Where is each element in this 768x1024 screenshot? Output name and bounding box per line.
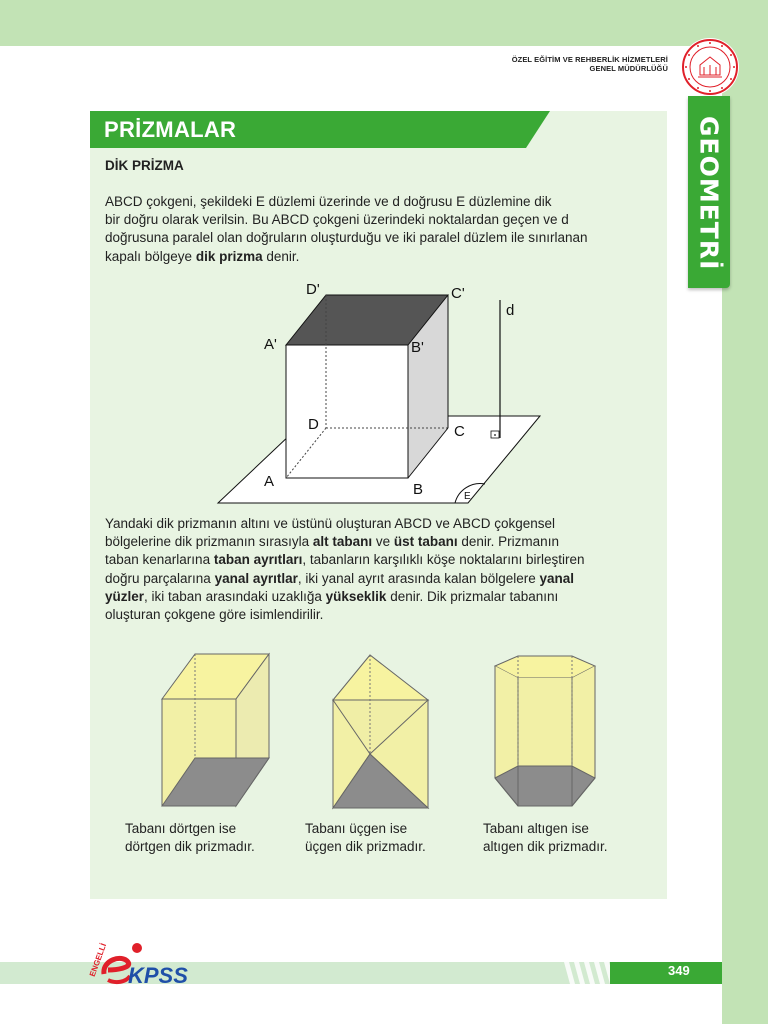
caption-hexagonal: Tabanı altıgen ise altıgen dik prizmadır. [483, 821, 608, 854]
intro-line-3: doğrusuna paralel olan doğruların oluşturduğu ve iki paralel düzlem ile sınırlanan [105, 230, 588, 246]
intro-line-2: bir doğru olarak verilsin. Bu ABCD çokgeni üzerindeki noktalardan geçen ve d [105, 212, 569, 228]
page-number-pill [610, 962, 722, 984]
triangular-prism-figure [328, 650, 436, 810]
org-line-2: GENEL MÜDÜRLÜĞÜ [589, 64, 668, 73]
description-paragraph [105, 515, 665, 624]
title-bar [90, 111, 550, 148]
org-line-1: ÖZEL EĞİTİM VE REHBERLİK HİZMETLERİ [511, 55, 668, 64]
label-a-prime: A' [264, 336, 277, 353]
subject-side-tab [688, 96, 730, 288]
ministry-header [512, 55, 668, 73]
page-title: PRİZMALAR [104, 117, 237, 142]
side-tab-label: GEOMETRİ [694, 115, 724, 271]
intro-line-4: kapalı bölgeye dik prizma denir. [105, 248, 300, 264]
intro-paragraph [105, 193, 665, 266]
page-number: 349 [668, 963, 690, 978]
label-d: D [308, 416, 319, 433]
desc-line-2: bölgelerine dik prizmanın sırasıyla alt tabanı ve üst tabanı denir. Prizmanın [105, 534, 559, 550]
caption-triangular: Tabanı üçgen ise üçgen dik prizmadır. [305, 821, 426, 854]
right-prism-figure [200, 270, 560, 515]
desc-line-4: doğru parçalarına yanal ayrıtlar, iki yanal ayrıt arasında kalan bölgelere yanal [105, 570, 575, 586]
top-band [0, 0, 768, 46]
label-line-d: d [506, 302, 515, 319]
label-c-prime: C' [451, 285, 465, 302]
desc-line-3: taban kenarlarına taban ayrıtları, tabanların karşılıklı köşe noktalarını birleştiren [105, 552, 585, 568]
desc-line-6: oluşturan çokgene göre isimlendirilir. [105, 607, 324, 623]
ekpss-logo-icon [82, 940, 212, 990]
hexagonal-prism-figure [490, 652, 602, 810]
svg-text:KPSS: KPSS [128, 963, 188, 988]
ministry-logo-icon [680, 37, 740, 97]
label-a: A [264, 473, 275, 490]
label-c: C [454, 423, 465, 440]
label-plane-e: E [464, 491, 471, 502]
intro-line-1: ABCD çokgeni, şekildeki E düzlemi üzerinde ve d doğrusu E düzlemine dik [105, 194, 552, 209]
label-b: B [413, 481, 424, 498]
desc-line-1: Yandaki dik prizmanın altını ve üstünü oluşturan ABCD ve ABCD çokgensel [105, 516, 555, 531]
label-b-prime: B' [411, 339, 424, 356]
quadrilateral-prism-figure [155, 648, 275, 810]
label-d-prime: D' [306, 281, 320, 298]
caption-quadrilateral: Tabanı dörtgen ise dörtgen dik prizmadır. [125, 821, 255, 854]
svg-text:ENGELLİ: ENGELLİ [87, 942, 109, 978]
section-subtitle: DİK PRİZMA [105, 158, 184, 173]
desc-line-5: yüzler, iki taban arasındaki uzaklığa yükseklik denir. Dik prizmalar tabanını [105, 588, 559, 604]
prism-front-face [286, 345, 408, 478]
